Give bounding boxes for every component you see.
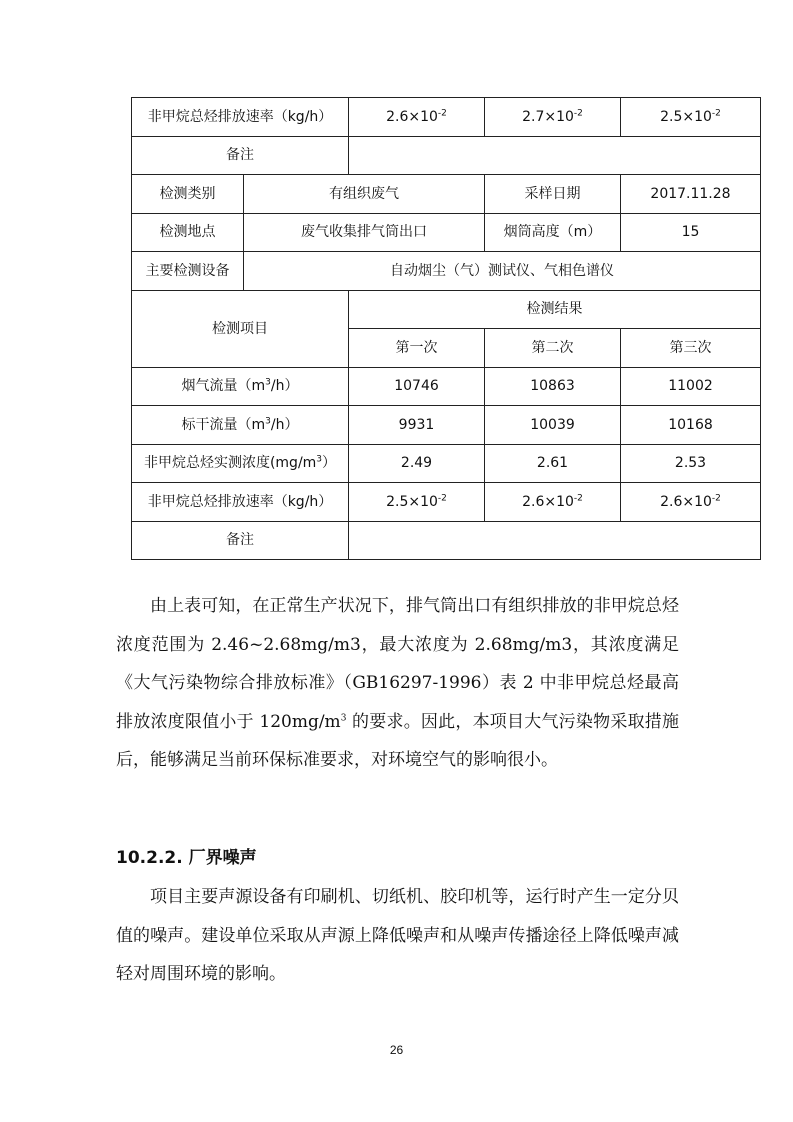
row-label: 主要检测设备 <box>132 252 244 291</box>
row-label: 非甲烷总烃实测浓度$(mg/m^3)$ <box>132 444 349 483</box>
table-row <box>132 444 761 483</box>
row-label: 检测项目 <box>132 290 349 367</box>
table-cell: 2017.11.28 <box>621 175 761 214</box>
table-cell: $2.6\times 10^{-2}$ <box>621 483 761 522</box>
row-label: 采样日期 <box>485 175 621 214</box>
noise-paragraph: 项目主要声源设备有印刷机、切纸机、胶印机等，运行时产生一定分贝值的噪声。建设单位采取从声源上降低噪声和从噪声传播途径上降低噪声减轻对周围环境的影响。 <box>116 887 679 984</box>
row-label: 烟筒高度（m） <box>485 213 621 252</box>
row-label: 备注 <box>132 521 349 560</box>
row-label: 非甲烷总烃排放速率（kg/h） <box>132 98 349 137</box>
row-label: 非甲烷总烃排放速率（kg/h） <box>132 483 349 522</box>
table-row <box>132 252 761 291</box>
monitoring-table <box>131 97 761 560</box>
page-number: 26 <box>389 1043 404 1057</box>
table-cell: 9931 <box>349 406 485 445</box>
table-row <box>132 483 761 522</box>
table-cell: 11002 <box>621 367 761 406</box>
table-cell: 15 <box>621 213 761 252</box>
section-heading: 10.2.2. 厂界噪声 <box>116 848 257 868</box>
table-cell: $2.6\times 10^{-2}$ <box>485 483 621 522</box>
row-label: 检测类别 <box>132 175 244 214</box>
table-row <box>132 98 761 137</box>
table-cell: $2.7\times 10^{-2}$ <box>485 98 621 137</box>
row-label: 备注 <box>132 136 349 175</box>
table-cell <box>349 136 761 175</box>
table-row <box>132 136 761 175</box>
column-header: 第二次 <box>485 329 621 368</box>
table-cell: 2.49 <box>349 444 485 483</box>
row-label: 检测地点 <box>132 213 244 252</box>
row-label: 烟气流量$(m^3/h)$ <box>132 367 349 406</box>
table-cell: 有组织废气 <box>244 175 485 214</box>
column-header: 第一次 <box>349 329 485 368</box>
table-cell <box>349 521 761 560</box>
table-cell: $2.6\times 10^{-2}$ <box>349 98 485 137</box>
table-cell: 废气收集排气筒出口 <box>244 213 485 252</box>
table-row <box>132 213 761 252</box>
table-row <box>132 175 761 214</box>
table-cell: 2.53 <box>621 444 761 483</box>
table-cell: 10039 <box>485 406 621 445</box>
table-cell: 10863 <box>485 367 621 406</box>
column-header: 检测结果 <box>349 290 761 329</box>
table-row <box>132 290 761 329</box>
table-cell: $2.5\times 10^{-2}$ <box>349 483 485 522</box>
table-cell: $2.5\times 10^{-2}$ <box>621 98 761 137</box>
conclusion-paragraph: 由上表可知，在正常生产状况下，排气筒出口有组织排放的非甲烷总烃浓度范围为 2.46~2.68mg/m3，最大浓度为 2.68mg/m3，其浓度满足《大气污染物综合排放标准》（GB16297-1996）表 2 中非甲烷总烃最高排放浓度限值小于 $120mg/m^3$ 的要求。因此，本项目大气污染物采取措施后，能够满足当前环保标准要求，对环境空气的影响很小。 <box>116 596 680 770</box>
table-row <box>132 521 761 560</box>
table-row <box>132 367 761 406</box>
column-header: 第三次 <box>621 329 761 368</box>
table-cell: 2.61 <box>485 444 621 483</box>
table-cell: 10168 <box>621 406 761 445</box>
table-row <box>132 406 761 445</box>
row-label: 标干流量$(m^3/h)$ <box>132 406 349 445</box>
table-cell: 10746 <box>349 367 485 406</box>
table-cell: 自动烟尘（气）测试仪、气相色谱仪 <box>244 252 761 291</box>
